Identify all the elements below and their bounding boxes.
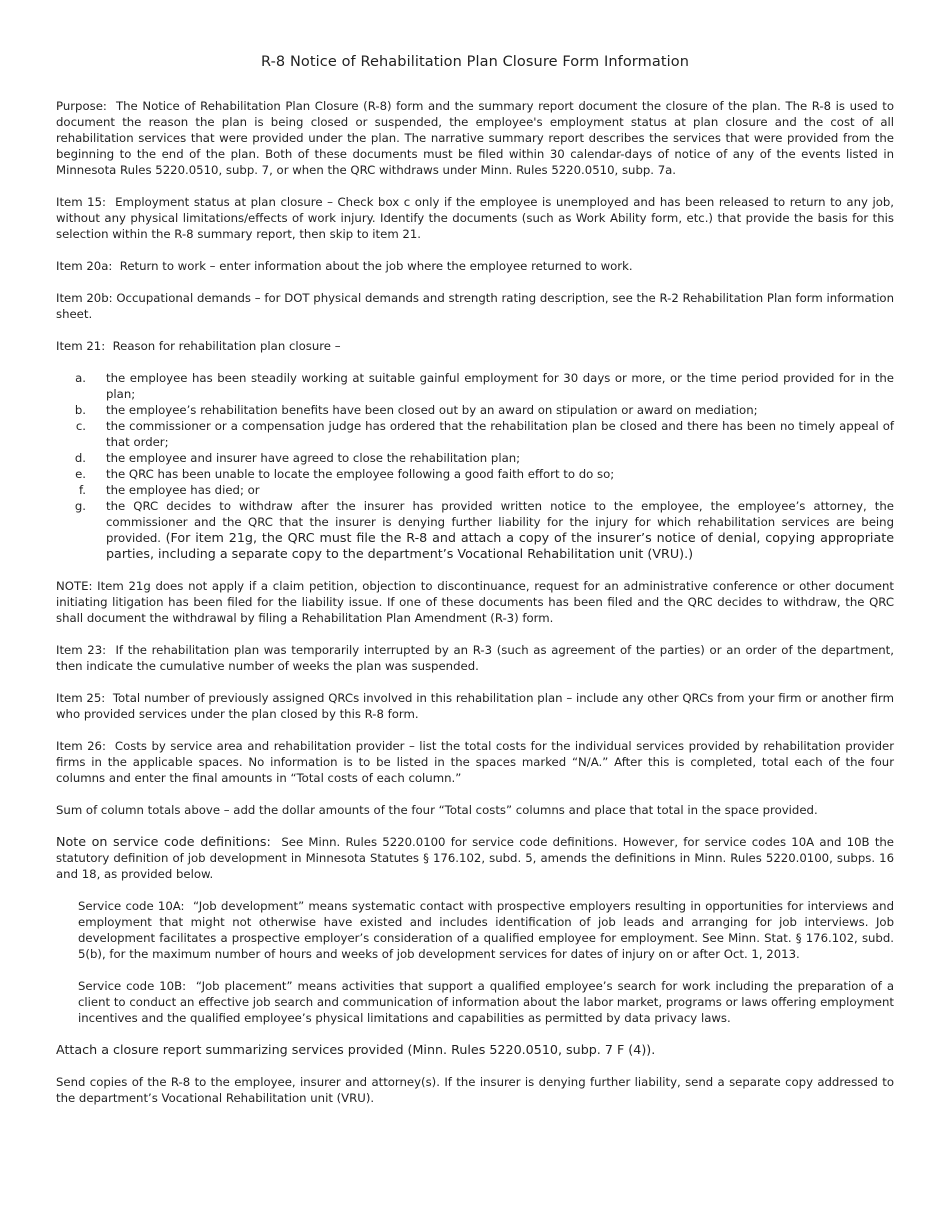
list-item-letter: g. [74,499,86,513]
purpose-paragraph [56,98,894,178]
service-note-paragraph [56,834,894,882]
item-21g-note: (For item 21g, the QRC must file the R-8 and attach a copy of the insurer’s notice of denial, copying appropriate parties, including a separate copy to the department’s Vocational Rehabilitation unit (VRU).) [106,530,894,561]
list-item-letter: b. [74,403,86,417]
item-15-text: Employment status at plan closure – Check box c only if the employee is unemployed and has been released to return to any job, without any physical limitations/effects of work injury. Identify the documents (such as Work Ability form, etc.) that provide the basis for this selection within the R-8 summary report, then skip to item 21. [56,195,894,241]
list-item-text: the commissioner or a compensation judge has ordered that the rehabilitation plan be closed and there has been no timely appeal of that order; [106,419,894,449]
item-21-lead: Item 21: [56,339,106,353]
code-10b-text: “Job placement” means activities that support a qualified employee’s search for work including the preparation of a client to conduct an effective job search and communication of information about the labor market, programs or laws offering employment incentives and the qualified employee’s physical limitations and capabilities as permitted by data privacy laws. [78,979,895,1025]
item-21-paragraph [56,338,894,354]
item-26-text: Costs by service area and rehabilitation provider – list the total costs for the individual services provided by rehabilitation provider firms in the applicable spaces. No information is to be listed in the spaces marked “N/A.” After this is completed, total each of the four columns and enter the final amounts in “Total costs of each column.” [56,739,894,785]
closure-reasons-list [56,370,894,562]
item-25-paragraph [56,690,894,722]
purpose-text: The Notice of Rehabilitation Plan Closure (R-8) form and the summary report document the closure of the plan. The R-8 is used to document the reason the plan is being closed or suspended, the employee's employment status at plan closure and the cost of all rehabilitation services that were provided under the plan. The narrative summary report describes the services that were provided from the beginning to the end of the plan. Both of these documents must be filed within 30 calendar-days of notice of any of the events listed in Minnesota Rules 5220.0510, subp. 7, or when the QRC withdraws under Minn. Rules 5220.0510, subp. 7a. [56,99,894,177]
list-item [56,466,894,482]
send-text: Send copies of the R-8 to the employee, insurer and attorney(s). If the insurer is denying further liability, send a separate copy addressed to the department’s Vocational Rehabilitation unit (VRU). [56,1075,894,1105]
item-21-text: Reason for rehabilitation plan closure – [112,339,341,353]
item-20a-text: Return to work – enter information about the job where the employee returned to work. [119,259,633,273]
item-15-paragraph [56,194,894,242]
list-item [56,402,894,418]
note-text: Item 21g does not apply if a claim petition, objection to discontinuance, request for an administrative conference or other document initiating litigation has been filed for the liability issue. If one of these documents has been filed and the QRC decides to withdraw, the QRC shall document the withdrawal by filing a Rehabilitation Plan Amendment (R-3) form. [56,579,894,625]
item-26-lead: Item 26: [56,739,106,753]
attach-text: Attach a closure report summarizing services provided (Minn. Rules 5220.0510, subp. 7 F (4)). [56,1042,656,1057]
list-item-letter: d. [74,451,86,465]
list-item-letter: a. [75,371,86,385]
list-item-text: the employee has been steadily working at suitable gainful employment for 30 days or more, or the time period provided for in the plan; [106,371,894,401]
service-note-lead: Note on service code definitions: [56,834,271,849]
code-10a-text: “Job development” means systematic contact with prospective employers resulting in opportunities for interviews and employment that might not otherwise have existed and includes identification of job leads and arranging for job interviews. Job development facilitates a prospective employer’s consideration of a qualified employee for employment. See Minn. Stat. § 176.102, subd. 5(b), for the maximum number of hours and weeks of job development services for dates of injury on or after Oct. 1, 2013. [78,899,894,961]
document-page [56,54,894,1122]
list-item-letter: f. [79,483,86,497]
send-paragraph [56,1074,894,1106]
list-item [56,418,894,450]
item-25-text: Total number of previously assigned QRCs involved in this rehabilitation plan – include any other QRCs from your firm or another firm who provided services under the plan closed by this R-8 form. [56,691,894,721]
item-20a-lead: Item 20a: [56,259,113,273]
item-20a-paragraph [56,258,894,274]
item-20b-text: Occupational demands – for DOT physical demands and strength rating description, see the R-2 Rehabilitation Plan form information sheet. [56,291,894,321]
item-23-text: If the rehabilitation plan was temporarily interrupted by an R-3 (such as agreement of the parties) or an order of the department, then indicate the cumulative number of weeks the plan was suspended. [56,643,894,673]
list-item-letter: c. [75,419,86,433]
code-10b-paragraph [78,978,894,1026]
list-item-text: the employee has died; or [106,483,260,497]
item-23-paragraph [56,642,894,674]
item-15-lead: Item 15: [56,195,106,209]
list-item [56,498,894,562]
item-26-paragraph [56,738,894,786]
code-10b-lead: Service code 10B: [78,979,187,993]
purpose-lead: Purpose: [56,99,107,113]
code-10a-lead: Service code 10A: [78,899,185,913]
list-item [56,450,894,466]
service-note-text: See Minn. Rules 5220.0100 for service code definitions. However, for service codes 10A and 10B the statutory definition of job development in Minnesota Statutes § 176.102, subd. 5, amends the definitions in Minn. Rules 5220.0100, subps. 16 and 18, as provided below. [56,835,894,881]
list-item-text: the QRC has been unable to locate the employee following a good faith effort to do so; [106,467,615,481]
list-item-text: the employee and insurer have agreed to close the rehabilitation plan; [106,451,521,465]
list-item-text: the employee’s rehabilitation benefits have been closed out by an award on stipulation or award on mediation; [106,403,758,417]
list-item [56,482,894,498]
item-20b-lead: Item 20b: [56,291,113,305]
sum-paragraph [56,802,894,818]
page-title: R-8 Notice of Rehabilitation Plan Closure Form Information [260,54,689,70]
list-item-text: the QRC decides to withdraw after the insurer has provided written notice to the employee, the employee’s attorney, the commissioner and the QRC that the insurer is denying further liability for the injury for which rehabilitation services are being provided. [106,499,894,545]
item-25-lead: Item 25: [56,691,106,705]
item-20b-paragraph [56,290,894,322]
note-paragraph [56,578,894,626]
note-lead: NOTE: [56,579,93,593]
attach-paragraph [56,1042,894,1058]
code-10a-paragraph [78,898,894,962]
item-23-lead: Item 23: [56,643,107,657]
list-item [56,370,894,402]
sum-text: Sum of column totals above – add the dollar amounts of the four “Total costs” columns and place that total in the space provided. [56,803,818,817]
list-item-letter: e. [75,467,86,481]
